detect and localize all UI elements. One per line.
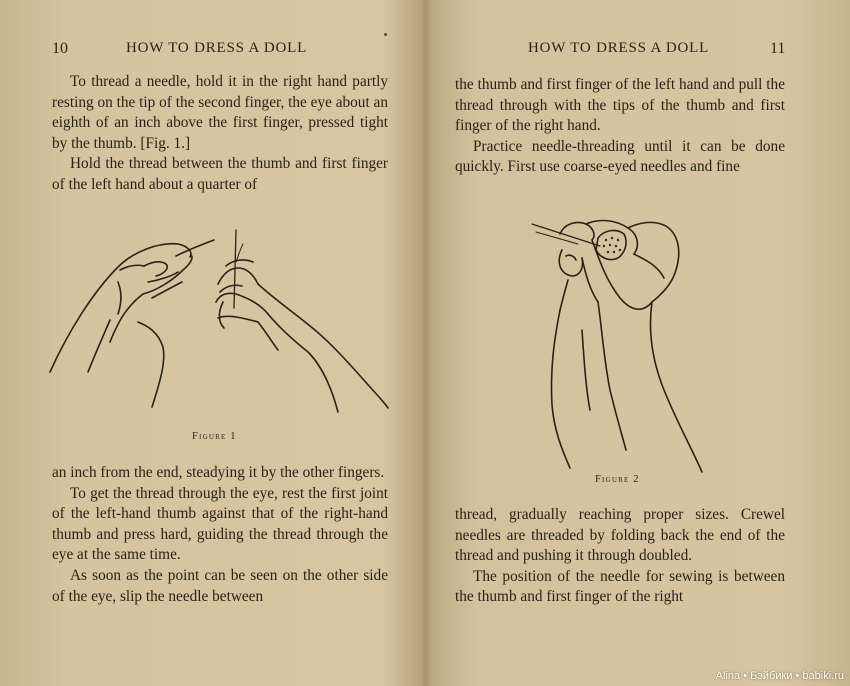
figure-1-hands-threading-illustration bbox=[48, 222, 393, 422]
paragraph: To get the thread through the eye, rest the first joint of the left-hand thumb against that of the right-hand thumb and press hard, guiding the thread through the eye at the same time. bbox=[52, 484, 388, 564]
page-number-left: 10 bbox=[52, 40, 68, 57]
paragraph: Hold the thread between the thumb and first finger of the left hand about a quarter of bbox=[52, 155, 388, 193]
paragraph: the thumb and first finger of the left hand and pull the thread through with the tips of the thumb and first finger of the right hand. bbox=[455, 76, 785, 135]
right-bottom-text bbox=[455, 505, 785, 608]
figure-2-hand-with-thimble-illustration bbox=[530, 210, 730, 475]
paragraph: an inch from the end, steadying it by the other fingers. bbox=[52, 464, 385, 481]
page-number-right: 11 bbox=[770, 40, 786, 57]
right-page bbox=[425, 0, 850, 686]
paragraph: Practice needle-threading until it can be done quickly. First use coarse-eyed needles and fine bbox=[455, 137, 785, 176]
figure-2-caption: Figure 2 bbox=[595, 474, 640, 485]
running-title-right: HOW TO DRESS A DOLL bbox=[528, 40, 710, 56]
running-title-left: HOW TO DRESS A DOLL bbox=[126, 40, 308, 56]
paragraph: As soon as the point can be seen on the other side of the eye, slip the needle between bbox=[52, 566, 388, 605]
paragraph: thread, gradually reaching proper sizes. Crewel needles are threaded by folding back the end of the thread and pushing it through doubled. bbox=[455, 506, 785, 565]
left-bottom-text bbox=[52, 463, 388, 607]
figure-1-caption: Figure 1 bbox=[192, 431, 237, 442]
paragraph: The position of the needle for sewing is between the thumb and first finger of the right bbox=[455, 567, 785, 606]
watermark: Alina • Бэйбики • babiki.ru bbox=[715, 670, 844, 682]
right-top-text bbox=[455, 75, 785, 178]
paragraph: To thread a needle, hold it in the right hand partly resting on the tip of the second finger, the eye about an eighth of an inch above the first finger, pressed tight by the thumb. [Fig. 1.] bbox=[52, 73, 388, 152]
left-top-text bbox=[52, 72, 388, 196]
